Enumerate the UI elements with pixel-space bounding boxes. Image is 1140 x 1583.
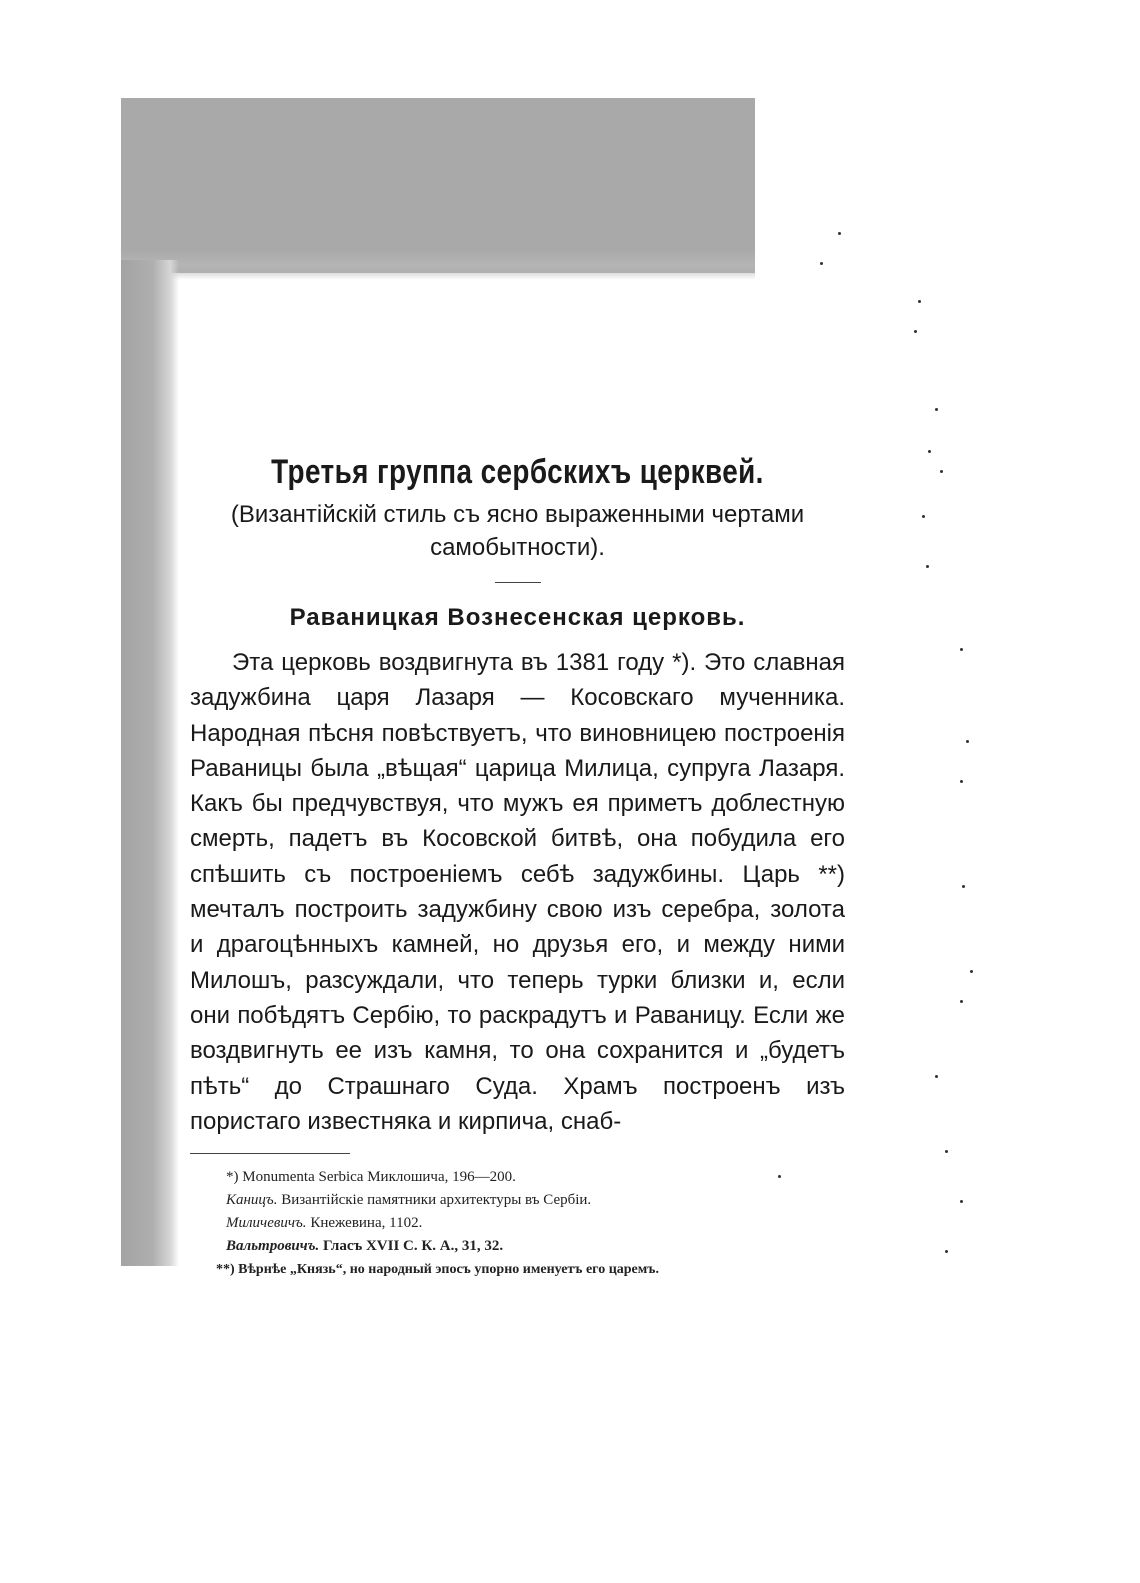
scan-speck: [918, 300, 921, 303]
footnote-text: Византійскіе памятники архитектуры въ Сербіи.: [277, 1192, 592, 1209]
scan-speck: [945, 1250, 948, 1253]
scan-shadow-left: [121, 260, 179, 1266]
chapter-title: Третья группа сербскихъ церквей.: [271, 453, 764, 491]
scan-speck: [940, 470, 943, 473]
footnote-separator: [190, 1153, 350, 1154]
scan-speck: [820, 262, 823, 265]
footnotes: [190, 1166, 845, 1281]
scan-speck: [926, 565, 929, 568]
footnote-line: *) Monumenta Serbica Миклошича, 196—200.: [226, 1169, 516, 1186]
footnote-text: Кнежевина, 1102.: [306, 1215, 423, 1232]
scan-speck: [928, 450, 931, 453]
scan-speck: [935, 408, 938, 411]
chapter-subtitle: [190, 498, 845, 564]
scan-shadow-edge: [121, 250, 755, 280]
footnote-author: Вальтровичъ.: [226, 1238, 320, 1255]
footnote-text: Гласъ XVII С. К. А., 31, 32.: [319, 1238, 504, 1255]
scan-speck: [838, 232, 841, 235]
section-divider: [495, 582, 541, 583]
body-paragraph: Эта церковь воздвигнута въ 1381 году *). Это славная задужбина царя Лазаря — Косовскаго мученника. Народная пѣсня повѣствуетъ, что виновницею построенія Раваницы была „вѣщая“ царица Милица, супруга Лазаря. Какъ бы предчувствуя, что мужъ ея приметъ доблестную смерть, падетъ въ Косовской битвѣ, она побудила его спѣшить съ построеніемъ себѣ задужбины. Царь **) мечталъ построить задужбину свою изъ серебра, золота и драгоцѣнныхъ камней, но друзья его, и между ними Милошъ, разсуждали, что теперь турки близки и, если они побѣдятъ Сербію, то раскрадутъ и Раваницу. Если же воздвигнуть ее изъ камня, то она сохранится и „будетъ пѣть“ до Страшнаго Суда. Храмъ построенъ изъ пористаго известняка и кирпича, снаб-: [190, 649, 845, 1135]
page-content: [190, 440, 845, 1281]
scan-speck: [945, 1150, 948, 1153]
footnote-author: Миличевичъ.: [226, 1215, 307, 1232]
scan-speck: [960, 1200, 963, 1203]
footnote-line: [226, 1212, 845, 1235]
chapter-subtitle-line-2: самобытности).: [430, 534, 605, 561]
footnote-line: [226, 1235, 845, 1258]
scan-speck: [970, 970, 973, 973]
scan-speck: [914, 330, 917, 333]
scan-speck: [935, 1075, 938, 1078]
footnote-line: **) Вѣрнѣе „Князь“, но народный эпосъ упорно именуетъ его царемъ.: [216, 1262, 659, 1278]
footnote-author: Каницъ.: [226, 1192, 278, 1209]
chapter-subtitle-line-1: (Византійскій стиль съ ясно выраженными чертами: [230, 501, 805, 528]
section-title: Раваницкая Вознесенская церковь.: [289, 604, 746, 631]
scan-speck: [962, 885, 965, 888]
scan-speck: [966, 740, 969, 743]
scan-speck: [960, 1000, 963, 1003]
scan-speck: [922, 515, 925, 518]
scan-shadow-top: [121, 98, 755, 273]
scan-speck: [960, 648, 963, 651]
scan-speck: [960, 780, 963, 783]
footnote-line: [226, 1189, 845, 1212]
